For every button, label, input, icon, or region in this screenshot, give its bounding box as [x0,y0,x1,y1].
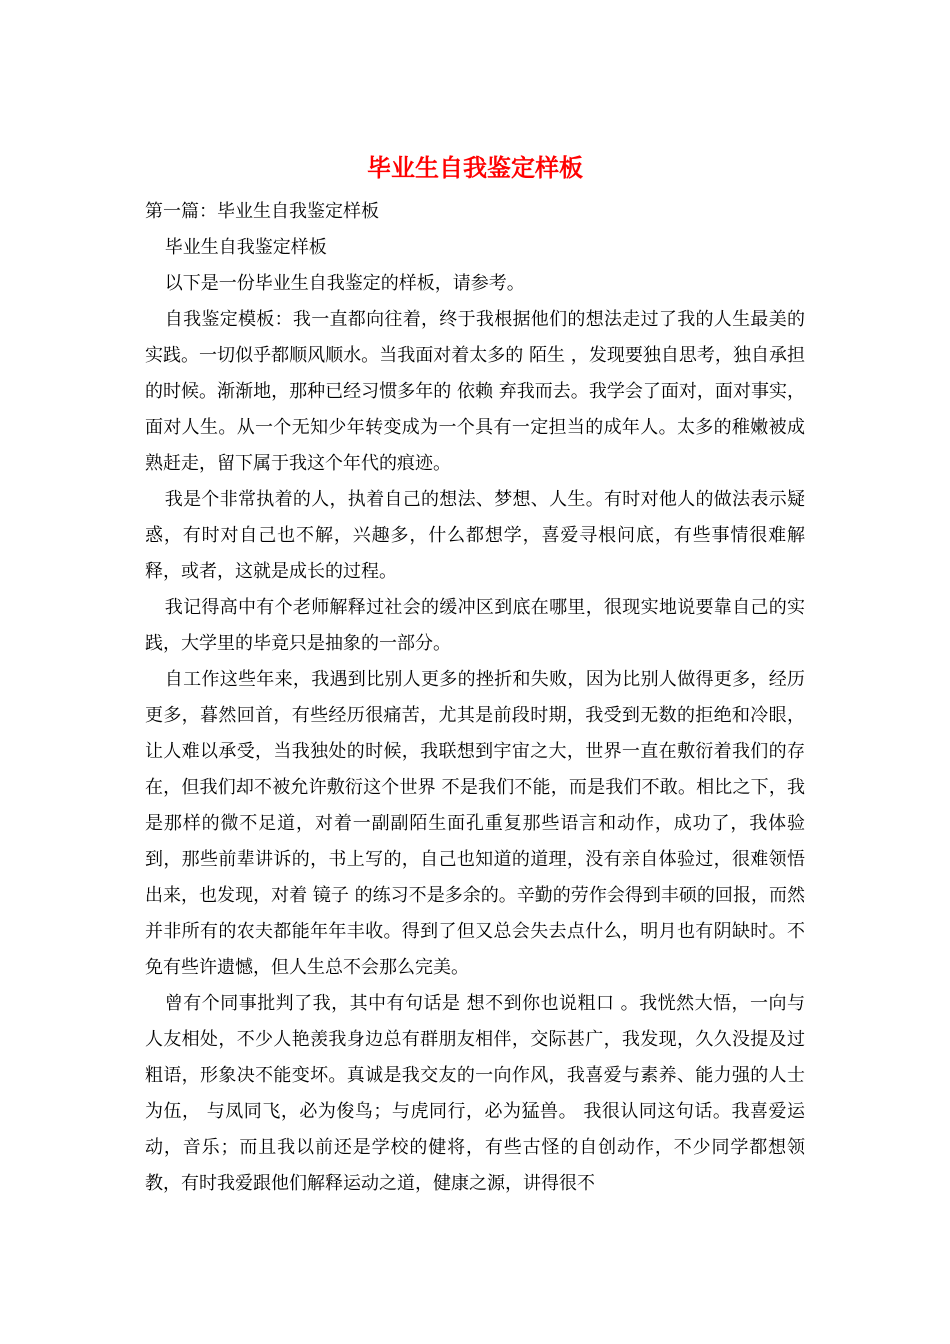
document-body [145,194,805,1202]
paragraph-subtitle: 毕业生自我鉴定样板 [164,237,327,258]
paragraph-persistence: 我是个非常执着的人，执着自己的想法、梦想、人生。有时对他人的做法表示疑惑，有时对自己也不解，兴趣多，什么都想学，喜爱寻根问底，有些事情很难解释，或者，这就是成长的过程。 [145,489,805,582]
document-title: 毕业生自我鉴定样板 [367,153,583,182]
section-heading: 第一篇：毕业生自我鉴定样板 [145,201,379,222]
paragraph-template: 自我鉴定模板：我一直都向往着，终于我根据他们的想法走过了我的人生最美的实践。一切似乎都顺风顺水。当我面对着太多的 陌生 ，发现要独自思考，独自承担的时候。渐渐地，那种已经习惯多年的 依赖 弃我而去。我学会了面对，面对事实，面对人生。从一个无知少年转变成为一个具有一定担当的成年人。太多的稚嫩被成熟赶走，留下属于我这个年代的痕迹。 [145,309,805,474]
paragraph-teacher: 我记得高中有个老师解释过社会的缓冲区到底在哪里，很现实地说要靠自己的实践，大学里的毕竟只是抽象的一部分。 [145,597,805,654]
paragraph-work-experience: 自工作这些年来，我遇到比别人更多的挫折和失败，因为比别人做得更多，经历更多，暮然回首，有些经历很痛苦，尤其是前段时期，我受到无数的拒绝和冷眼，让人难以承受，当我独处的时候，我联想到宇宙之大，世界一直在敷衍着我们的存在，但我们却不被允许敷衍这个世界 不是我们不能，而是我们不敢。相比之下，我是那样的微不足道，对着一副副陌生面孔重复那些语言和动作，成功了，我体验到，那些前辈讲诉的，书上写的，自己也知道的道理，没有亲自体验过，很难领悟出来，也发现，对着 镜子 的练习不是多余的。辛勤的劳作会得到丰硕的回报，而然并非所有的农夫都能年年丰收。得到了但又总会失去点什么，明月也有阴缺时。不免有些许遗憾，但人生总不会那么完美。 [145,669,805,978]
paragraph-colleague: 曾有个同事批判了我，其中有句话是 想不到你也说粗口 。我恍然大悟，一向与人友相处，不少人艳羡我身边总有群朋友相伴，交际甚广，我发现，久久没提及过粗语，形象决不能变坏。真诚是我交友的一向作风，我喜爱与素养、能力强的人士为伍， 与凤同飞，必为俊鸟；与虎同行，必为猛兽。 我很认同这句话。我喜爱运动，音乐；而且我以前还是学校的健将，有些古怪的自创动作，不少同学都想领教，有时我爱跟他们解释运动之道，健康之源，讲得很不 [145,993,805,1194]
paragraph-intro: 以下是一份毕业生自我鉴定的样板，请参考。 [164,273,525,294]
